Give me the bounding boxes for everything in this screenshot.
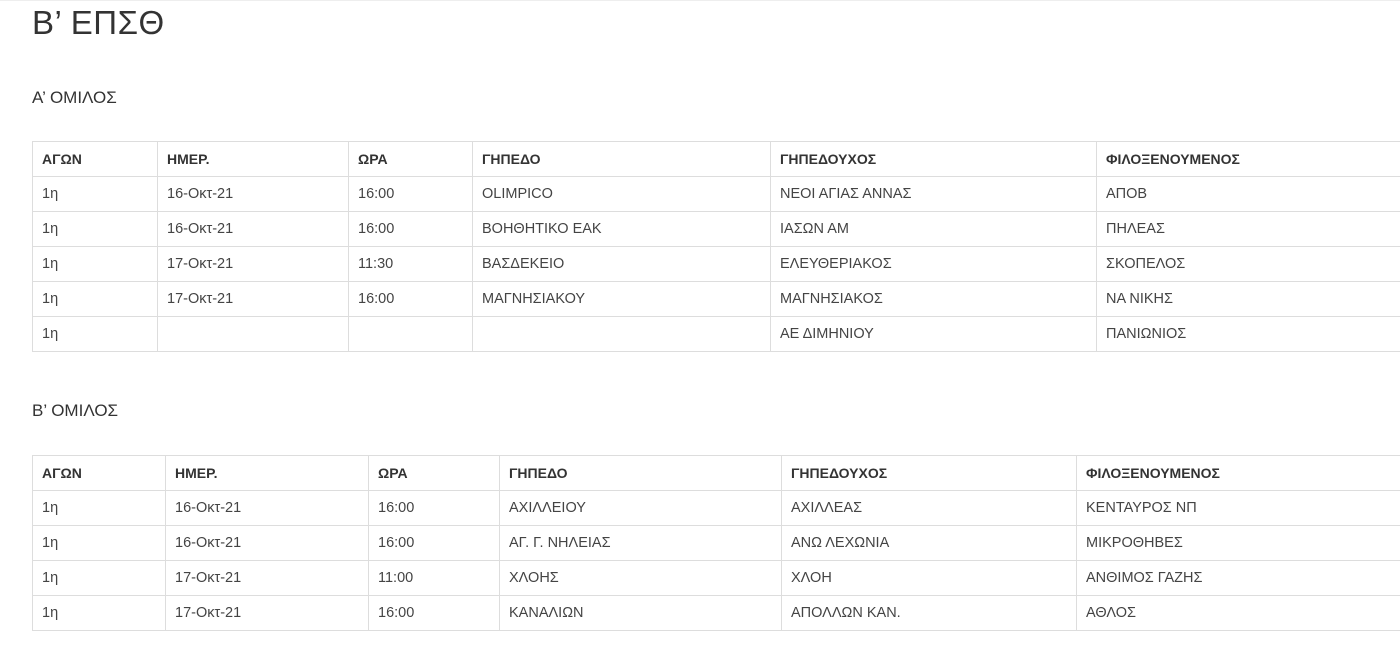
cell-date: 16-Οκτ-21 bbox=[166, 526, 369, 561]
table-row bbox=[33, 596, 1400, 631]
table-row bbox=[33, 526, 1400, 561]
cell-match: 1η bbox=[33, 212, 158, 247]
cell-match: 1η bbox=[33, 177, 158, 212]
cell-venue: ΚΑΝΑΛΙΩΝ bbox=[500, 596, 782, 631]
cell-venue: ΒΑΣΔΕΚΕΙΟ bbox=[473, 247, 771, 282]
page-title: Β’ ΕΠΣΘ bbox=[32, 4, 165, 41]
cell-home: ΧΛΟΗ bbox=[782, 561, 1077, 596]
table-row bbox=[33, 282, 1400, 317]
cell-venue: ΜΑΓΝΗΣΙΑΚΟΥ bbox=[473, 282, 771, 317]
cell-home: ΕΛΕΥΘΕΡΙΑΚΟΣ bbox=[771, 247, 1097, 282]
cell-match: 1η bbox=[33, 247, 158, 282]
table-header-row bbox=[33, 142, 1400, 177]
cell-home: ΑΕ ΔΙΜΗΝΙΟΥ bbox=[771, 317, 1097, 352]
cell-away: ΠΑΝΙΩΝΙΟΣ bbox=[1097, 317, 1400, 352]
column-header-away: ΦΙΛΟΞΕΝΟΥΜΕΝΟΣ bbox=[1077, 456, 1400, 491]
cell-date: 16-Οκτ-21 bbox=[166, 491, 369, 526]
column-header-time: ΩΡΑ bbox=[349, 142, 473, 177]
cell-venue bbox=[473, 317, 771, 352]
cell-home: ΑΧΙΛΛΕΑΣ bbox=[782, 491, 1077, 526]
cell-match: 1η bbox=[33, 491, 166, 526]
cell-match: 1η bbox=[33, 561, 166, 596]
table-row bbox=[33, 212, 1400, 247]
top-divider bbox=[0, 0, 1400, 1]
table-row bbox=[33, 561, 1400, 596]
cell-time: 16:00 bbox=[369, 526, 500, 561]
column-header-home: ΓΗΠΕΔΟΥΧΟΣ bbox=[782, 456, 1077, 491]
cell-away: ΚΕΝΤΑΥΡΟΣ ΝΠ bbox=[1077, 491, 1400, 526]
cell-away: ΣΚΟΠΕΛΟΣ bbox=[1097, 247, 1400, 282]
cell-home: ΜΑΓΝΗΣΙΑΚΟΣ bbox=[771, 282, 1097, 317]
column-header-venue: ΓΗΠΕΔΟ bbox=[473, 142, 771, 177]
cell-date bbox=[158, 317, 349, 352]
column-header-match: ΑΓΩΝ bbox=[33, 456, 166, 491]
cell-time: 16:00 bbox=[349, 282, 473, 317]
table-row bbox=[33, 317, 1400, 352]
cell-date: 16-Οκτ-21 bbox=[158, 177, 349, 212]
group-b-title: Β’ ΟΜΙΛΟΣ bbox=[32, 401, 119, 420]
cell-venue: ΑΧΙΛΛΕΙΟΥ bbox=[500, 491, 782, 526]
cell-time bbox=[349, 317, 473, 352]
cell-date: 16-Οκτ-21 bbox=[158, 212, 349, 247]
cell-time: 16:00 bbox=[369, 491, 500, 526]
column-header-away: ΦΙΛΟΞΕΝΟΥΜΕΝΟΣ bbox=[1097, 142, 1400, 177]
table-row bbox=[33, 177, 1400, 212]
column-header-date: ΗΜΕΡ. bbox=[158, 142, 349, 177]
table-row bbox=[33, 491, 1400, 526]
cell-time: 16:00 bbox=[349, 177, 473, 212]
cell-venue: OLIMPICO bbox=[473, 177, 771, 212]
cell-away: ΠΗΛΕΑΣ bbox=[1097, 212, 1400, 247]
cell-match: 1η bbox=[33, 526, 166, 561]
cell-home: ΝΕΟΙ ΑΓΙΑΣ ΑΝΝΑΣ bbox=[771, 177, 1097, 212]
cell-home: ΑΝΩ ΛΕΧΩΝΙΑ bbox=[782, 526, 1077, 561]
cell-match: 1η bbox=[33, 317, 158, 352]
cell-home: ΙΑΣΩΝ ΑΜ bbox=[771, 212, 1097, 247]
cell-venue: ΒΟΗΘΗΤΙΚΟ ΕΑΚ bbox=[473, 212, 771, 247]
cell-venue: ΑΓ. Γ. ΝΗΛΕΙΑΣ bbox=[500, 526, 782, 561]
column-header-date: ΗΜΕΡ. bbox=[166, 456, 369, 491]
group-a-table bbox=[32, 141, 1400, 352]
column-header-match: ΑΓΩΝ bbox=[33, 142, 158, 177]
cell-date: 17-Οκτ-21 bbox=[166, 561, 369, 596]
cell-time: 11:30 bbox=[349, 247, 473, 282]
cell-time: 11:00 bbox=[369, 561, 500, 596]
cell-match: 1η bbox=[33, 282, 158, 317]
cell-away: ΑΠΟΒ bbox=[1097, 177, 1400, 212]
table-row bbox=[33, 247, 1400, 282]
cell-match: 1η bbox=[33, 596, 166, 631]
cell-away: ΑΘΛΟΣ bbox=[1077, 596, 1400, 631]
column-header-venue: ΓΗΠΕΔΟ bbox=[500, 456, 782, 491]
cell-home: ΑΠΟΛΛΩΝ ΚΑΝ. bbox=[782, 596, 1077, 631]
column-header-time: ΩΡΑ bbox=[369, 456, 500, 491]
cell-date: 17-Οκτ-21 bbox=[158, 282, 349, 317]
cell-date: 17-Οκτ-21 bbox=[158, 247, 349, 282]
cell-date: 17-Οκτ-21 bbox=[166, 596, 369, 631]
group-b-table bbox=[32, 455, 1400, 631]
cell-away: ΑΝΘΙΜΟΣ ΓΑΖΗΣ bbox=[1077, 561, 1400, 596]
cell-away: ΝΑ ΝΙΚΗΣ bbox=[1097, 282, 1400, 317]
cell-venue: ΧΛΟΗΣ bbox=[500, 561, 782, 596]
cell-time: 16:00 bbox=[369, 596, 500, 631]
cell-away: ΜΙΚΡΟΘΗΒΕΣ bbox=[1077, 526, 1400, 561]
group-a-title: Α’ ΟΜΙΛΟΣ bbox=[32, 88, 117, 107]
cell-time: 16:00 bbox=[349, 212, 473, 247]
table-header-row bbox=[33, 456, 1400, 491]
column-header-home: ΓΗΠΕΔΟΥΧΟΣ bbox=[771, 142, 1097, 177]
